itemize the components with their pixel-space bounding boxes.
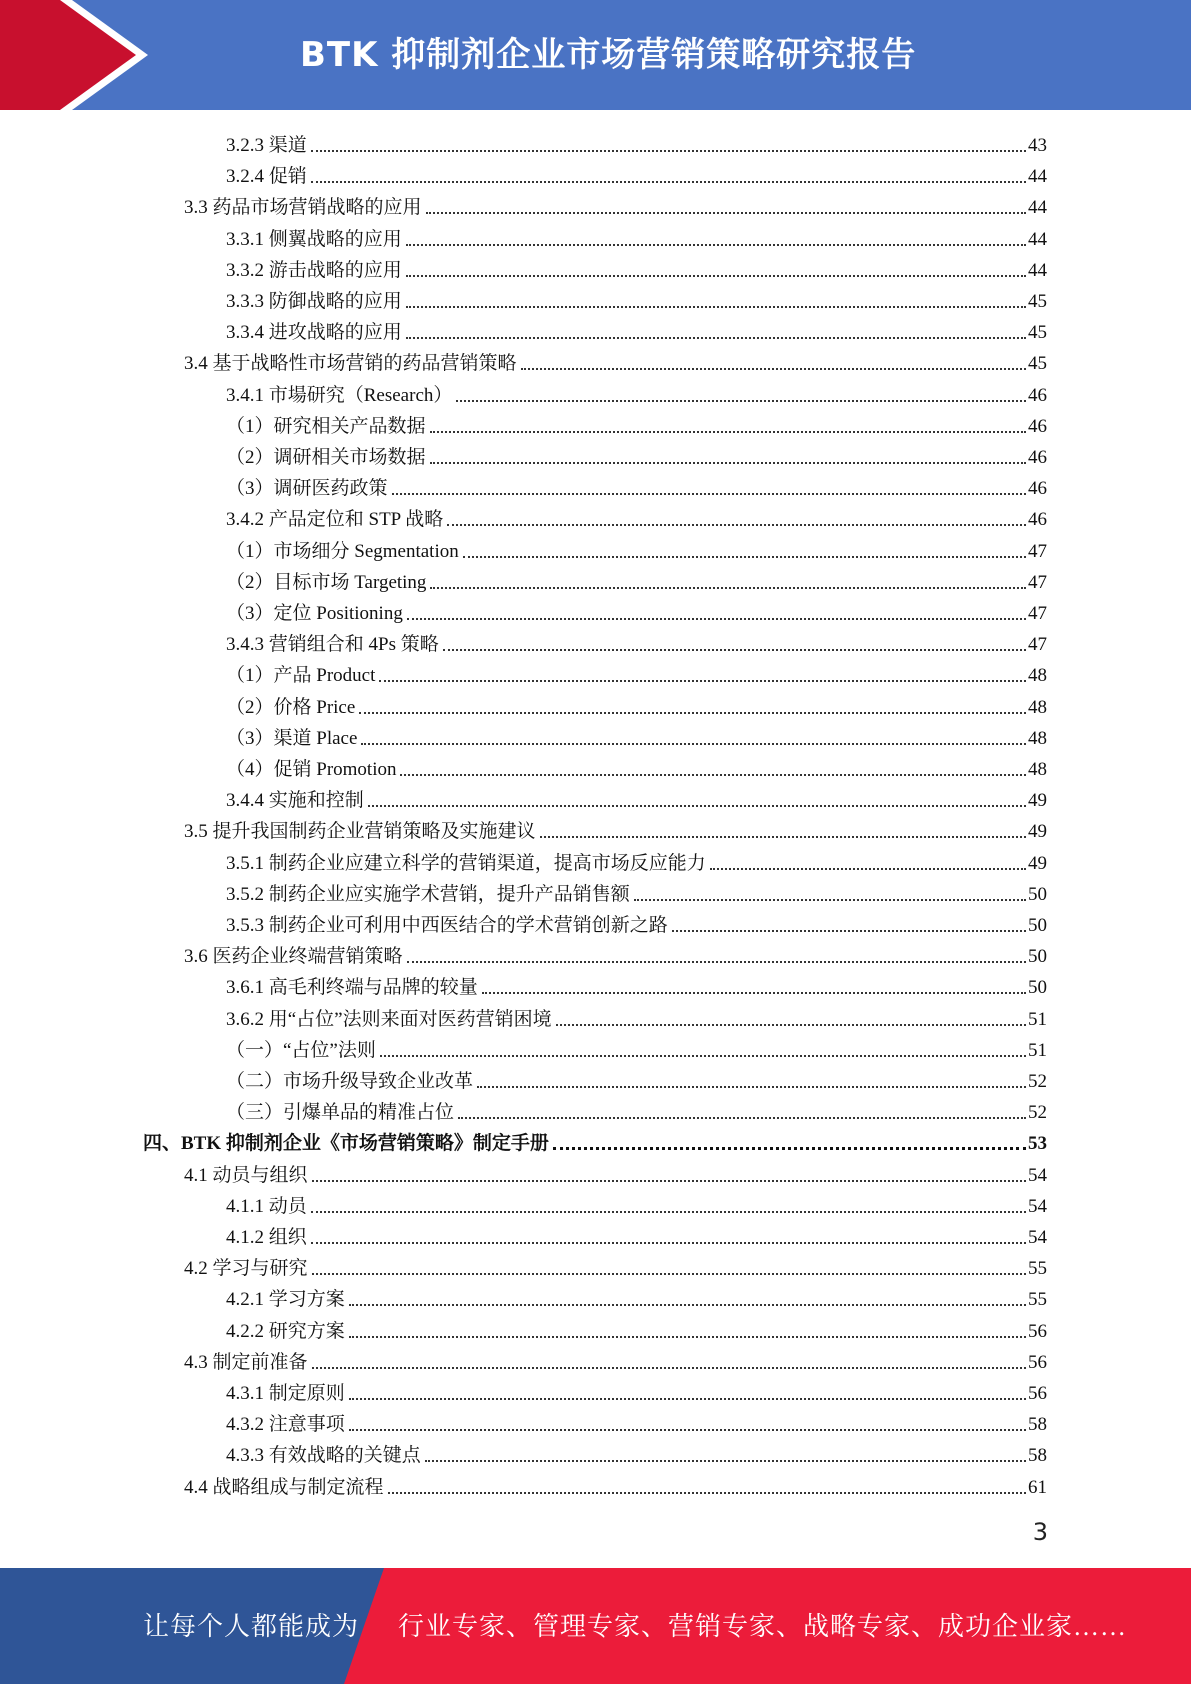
toc-entry-page: 49 <box>1028 790 1047 812</box>
toc-entry-page: 48 <box>1028 727 1047 749</box>
toc-entry-label: （1）产品 Product <box>226 665 376 687</box>
toc-entry-label: 4.3.3 有效战略的关键点 <box>226 1445 421 1467</box>
toc-entry-page: 46 <box>1028 509 1047 531</box>
toc-entry-label: 4.1 动员与组织 <box>184 1164 308 1186</box>
toc-entry[interactable] <box>226 782 1047 813</box>
toc-entry[interactable] <box>226 1219 1047 1250</box>
toc-entry-label: （2）目标市场 Targeting <box>226 571 427 593</box>
toc-entry[interactable] <box>226 564 1047 595</box>
toc-entry-label: 3.3.3 防御战略的应用 <box>226 291 402 312</box>
toc-entry[interactable] <box>226 907 1047 938</box>
toc-entry[interactable] <box>226 1281 1047 1312</box>
toc-entry-label: 4.2.2 研究方案 <box>226 1320 345 1342</box>
toc-entry[interactable] <box>226 1188 1047 1219</box>
toc-entry[interactable] <box>226 377 1047 408</box>
toc-entry-page: 54 <box>1028 1195 1047 1217</box>
toc-entry-label: 4.3.2 注意事项 <box>226 1414 345 1436</box>
toc-entry-label: （2）价格 Price <box>226 696 356 718</box>
toc-dot-leader <box>379 680 1026 682</box>
toc-entry[interactable] <box>226 689 1047 720</box>
toc-entry[interactable] <box>226 1313 1047 1344</box>
toc-entry-label: 4.4 战略组成与制定流程 <box>184 1476 384 1498</box>
toc-dot-leader <box>380 1055 1026 1057</box>
toc-entry[interactable] <box>226 1001 1047 1032</box>
toc-entry[interactable] <box>226 720 1047 751</box>
toc-dot-leader <box>447 524 1026 526</box>
toc-entry-label: 3.4.4 实施和控制 <box>226 790 364 812</box>
toc-entry-page: 44 <box>1028 228 1047 250</box>
toc-entry-page: 56 <box>1028 1383 1047 1404</box>
toc-entry-label: （3）定位 Positioning <box>226 603 403 624</box>
toc-entry-page: 55 <box>1028 1289 1047 1311</box>
toc-dot-leader <box>407 961 1026 963</box>
footer-bar <box>0 1568 1191 1684</box>
toc-entry[interactable] <box>226 626 1047 657</box>
toc-entry-page: 49 <box>1028 821 1047 843</box>
toc-entry[interactable] <box>226 876 1047 907</box>
toc-entry-page: 46 <box>1028 415 1047 437</box>
toc-entry-label: 3.4 基于战略性市场营销的药品营销策略 <box>184 353 517 375</box>
toc-entry-label: （1）市场细分 Segmentation <box>226 540 459 562</box>
toc-dot-leader <box>359 712 1026 714</box>
toc-entry-label: （一）“占位”法则 <box>226 1039 376 1061</box>
toc-entry-label: 3.5.1 制药企业应建立科学的营销渠道，提高市场反应能力 <box>226 852 706 874</box>
toc-entry-label: 3.2.3 渠道 <box>226 135 307 156</box>
toc-entry-label: 3.6.1 高毛利终端与品牌的较量 <box>226 977 478 999</box>
toc-entry-page: 56 <box>1028 1320 1047 1342</box>
toc-entry-page: 52 <box>1028 1071 1047 1092</box>
toc-dot-leader <box>463 556 1026 558</box>
toc-entry-label: （二）市场升级导致企业改革 <box>226 1071 474 1092</box>
toc-dot-leader <box>349 1336 1026 1338</box>
toc-dot-leader <box>426 212 1026 214</box>
toc-dot-leader <box>349 1304 1026 1306</box>
footer-slogan-left: 让每个人都能成为 <box>143 1612 360 1641</box>
toc-entry-label: 4.3.1 制定原则 <box>226 1383 345 1404</box>
toc-entry-label: 3.3.1 侧翼战略的应用 <box>226 228 402 250</box>
toc-entry-page: 44 <box>1028 259 1047 281</box>
toc-entry[interactable] <box>184 938 1047 969</box>
toc-entry-page: 49 <box>1028 852 1047 874</box>
toc-entry[interactable] <box>226 127 1047 158</box>
toc-dot-leader <box>482 992 1026 994</box>
toc-entry-page: 50 <box>1028 883 1047 905</box>
toc-entry[interactable] <box>184 189 1047 220</box>
toc-entry[interactable] <box>226 845 1047 876</box>
toc-entry-page: 56 <box>1028 1351 1047 1373</box>
toc-entry[interactable] <box>226 221 1047 252</box>
toc-entry-label: 3.6 医药企业终端营销策略 <box>184 946 403 968</box>
toc-entry[interactable] <box>226 533 1047 564</box>
toc-entry[interactable] <box>226 439 1047 470</box>
toc-entry[interactable] <box>226 1406 1047 1437</box>
toc-entry-page: 46 <box>1028 447 1047 468</box>
toc-entry[interactable] <box>226 470 1047 501</box>
toc-entry-page: 47 <box>1028 540 1047 562</box>
toc-dot-leader <box>311 1242 1026 1244</box>
toc-dot-leader <box>311 1211 1026 1213</box>
toc-entry[interactable] <box>226 158 1047 189</box>
toc-entry-label: 四、BTK 抑制剂企业《市场营销策略》制定手册 <box>143 1133 549 1155</box>
toc-entry-page: 58 <box>1028 1414 1047 1436</box>
toc-entry-label: 3.2.4 促销 <box>226 166 307 188</box>
page-number: 3 <box>1032 1518 1048 1546</box>
toc-dot-leader <box>458 1117 1026 1119</box>
toc-entry-label: （4）促销 Promotion <box>226 759 397 780</box>
toc-entry-label: 3.3 药品市场营销战略的应用 <box>184 197 422 219</box>
header-bar <box>0 0 1191 110</box>
toc-dot-leader <box>634 899 1026 901</box>
toc-dot-leader <box>312 1180 1026 1182</box>
toc-entry[interactable] <box>184 1469 1047 1500</box>
toc-entry[interactable] <box>226 1437 1047 1468</box>
toc-entry-page: 43 <box>1028 135 1047 156</box>
toc-entry[interactable] <box>184 1250 1047 1281</box>
toc-entry[interactable] <box>226 283 1047 314</box>
toc-entry-page: 50 <box>1028 915 1047 936</box>
toc-dot-leader <box>406 306 1026 308</box>
toc-entry-page: 44 <box>1028 166 1047 188</box>
toc-entry-label: （2）调研相关市场数据 <box>226 447 426 468</box>
toc-dot-leader <box>521 368 1026 370</box>
toc-entry[interactable] <box>226 1375 1047 1406</box>
toc-dot-leader <box>425 1460 1026 1462</box>
toc-entry-label: 3.5.3 制药企业可利用中西医结合的学术营销创新之路 <box>226 915 668 936</box>
toc-entry-page: 50 <box>1028 977 1047 999</box>
toc-dot-leader <box>349 1398 1026 1400</box>
toc-entry-page: 46 <box>1028 384 1047 406</box>
toc-entry-page: 50 <box>1028 946 1047 968</box>
toc-entry[interactable] <box>226 408 1047 439</box>
toc-entry-page: 45 <box>1028 322 1047 344</box>
toc-entry-label: 4.3 制定前准备 <box>184 1351 308 1373</box>
toc-entry-label: 3.4.2 产品定位和 STP 战略 <box>226 509 444 531</box>
toc-entry-label: 4.2 学习与研究 <box>184 1258 308 1280</box>
toc-entry-page: 51 <box>1028 1039 1047 1061</box>
toc-entry[interactable] <box>226 595 1047 626</box>
toc-entry[interactable] <box>184 1157 1047 1188</box>
toc-entry-label: （3）渠道 Place <box>226 727 358 749</box>
toc-entry-page: 48 <box>1028 665 1047 687</box>
toc-entry-page: 46 <box>1028 478 1047 500</box>
toc-dot-leader <box>400 774 1026 776</box>
toc-entry-page: 48 <box>1028 696 1047 718</box>
toc-dot-leader <box>430 462 1026 464</box>
toc-entry-page: 58 <box>1028 1445 1047 1467</box>
toc-dot-leader <box>456 400 1026 402</box>
toc-entry-page: 45 <box>1028 291 1047 312</box>
toc-entry[interactable] <box>226 252 1047 283</box>
toc-dot-leader <box>430 587 1026 589</box>
toc-dot-leader <box>556 1024 1026 1026</box>
toc-entry-page: 52 <box>1028 1102 1047 1124</box>
toc-dot-leader <box>540 836 1026 838</box>
toc-entry-page: 61 <box>1028 1476 1047 1498</box>
toc-dot-leader <box>406 275 1026 277</box>
toc-entry-label: 4.1.2 组织 <box>226 1227 307 1248</box>
toc-entry-page: 48 <box>1028 759 1047 780</box>
header-arrow-decoration <box>0 0 160 110</box>
toc-dot-leader <box>311 150 1026 152</box>
toc-entry[interactable] <box>226 1094 1047 1125</box>
toc-entry[interactable] <box>226 1063 1047 1094</box>
toc-dot-leader <box>349 1429 1026 1431</box>
toc-entry-page: 47 <box>1028 634 1047 656</box>
toc-entry-page: 47 <box>1028 603 1047 624</box>
toc-dot-leader <box>443 649 1026 651</box>
toc-entry-label: 3.4.1 市場研究（Research） <box>226 384 453 406</box>
toc-dot-leader <box>406 337 1026 339</box>
toc-entry-page: 47 <box>1028 571 1047 593</box>
toc-entry[interactable] <box>184 1344 1047 1375</box>
toc-entry[interactable] <box>226 969 1047 1000</box>
toc-dot-leader <box>312 1273 1026 1275</box>
toc-entry-label: 3.3.2 游击战略的应用 <box>226 259 402 281</box>
toc-entry[interactable] <box>226 501 1047 532</box>
toc-dot-leader <box>388 1492 1026 1494</box>
toc-dot-leader <box>406 244 1026 246</box>
toc-entry-page: 44 <box>1028 197 1047 219</box>
toc-entry-page: 55 <box>1028 1258 1047 1280</box>
toc-dot-leader <box>430 431 1026 433</box>
toc-dot-leader <box>710 868 1026 870</box>
toc-entry[interactable] <box>184 813 1047 844</box>
toc-dot-leader <box>553 1147 1026 1150</box>
toc-dot-leader <box>368 805 1026 807</box>
toc-entry-label: （3）调研医药政策 <box>226 478 388 500</box>
toc-entry-page: 45 <box>1028 353 1047 375</box>
toc-dot-leader <box>311 181 1026 183</box>
toc-entry-page: 51 <box>1028 1008 1047 1030</box>
toc-dot-leader <box>361 743 1026 745</box>
toc-dot-leader <box>312 1367 1026 1369</box>
report-title: BTK 抑制剂企业市场营销策略研究报告 <box>300 35 917 75</box>
toc-dot-leader <box>392 493 1026 495</box>
toc-entry-label: 3.5.2 制药企业应实施学术营销，提升产品销售额 <box>226 883 630 905</box>
toc-entry[interactable] <box>226 657 1047 688</box>
toc-entry-label: 4.2.1 学习方案 <box>226 1289 345 1311</box>
footer-slogan-right: 行业专家、管理专家、营销专家、战略专家、成功企业家…… <box>398 1612 1128 1641</box>
toc-entry-label: 3.3.4 进攻战略的应用 <box>226 322 402 344</box>
toc-entry-label: 4.1.1 动员 <box>226 1195 307 1217</box>
toc-entry-label: （三）引爆单品的精准占位 <box>226 1102 455 1124</box>
toc-entry-label: 3.4.3 营销组合和 4Ps 策略 <box>226 634 439 656</box>
toc-entry-label: 3.5 提升我国制药企业营销策略及实施建议 <box>184 821 536 843</box>
toc-entry-page: 53 <box>1028 1133 1047 1155</box>
toc-entry-page: 54 <box>1028 1164 1047 1186</box>
toc-dot-leader <box>672 930 1026 932</box>
toc-entry[interactable] <box>143 1125 1047 1156</box>
toc-dot-leader <box>477 1086 1026 1088</box>
toc-entry[interactable] <box>184 345 1047 376</box>
toc-entry[interactable] <box>226 1032 1047 1063</box>
toc-entry[interactable] <box>226 751 1047 782</box>
toc-entry[interactable] <box>226 314 1047 345</box>
toc-dot-leader <box>407 618 1026 620</box>
toc-entry-page: 54 <box>1028 1227 1047 1248</box>
toc-entry-label: （1）研究相关产品数据 <box>226 415 426 437</box>
toc-entry-label: 3.6.2 用“占位”法则来面对医药营销困境 <box>226 1008 552 1030</box>
